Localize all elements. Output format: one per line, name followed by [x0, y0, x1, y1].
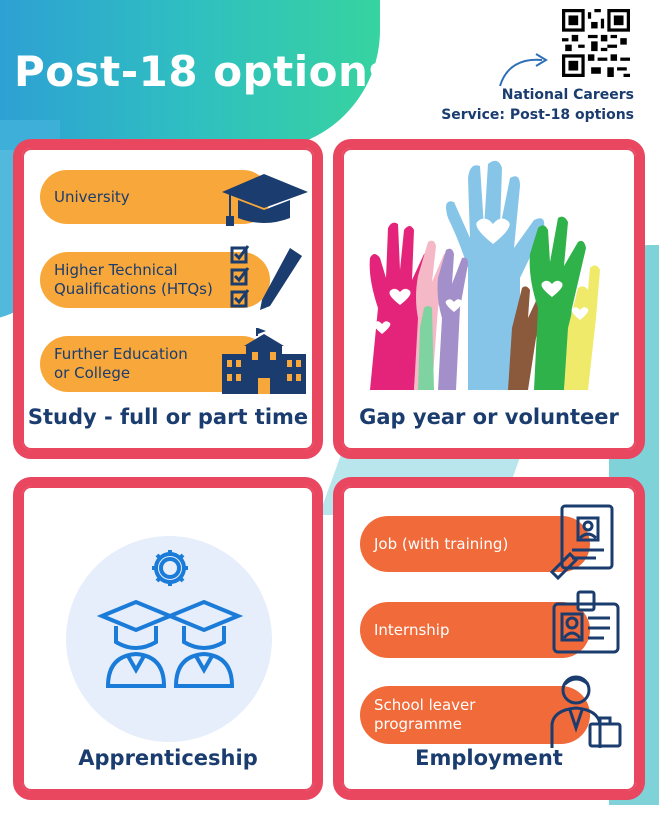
qr-caption-line1: National Careers: [501, 87, 634, 103]
study-card-title: Study - full or part time: [27, 405, 309, 429]
raised-hands-icon: [358, 158, 626, 390]
internship-label: Internship: [374, 620, 450, 639]
apprenticeship-card-title: Apprenticeship: [78, 746, 258, 770]
id-badge-icon: [550, 590, 622, 662]
cv-document-icon: [548, 502, 620, 580]
worker-briefcase-icon: [548, 672, 624, 750]
qr-caption-line2: Service: Post-18 options: [441, 107, 634, 123]
job-training-label: Job (with training): [374, 534, 509, 553]
gap-year-card: [333, 139, 645, 459]
study-card: [13, 139, 323, 459]
htq-label-line1: Higher Technical: [54, 261, 178, 279]
apprenticeship-card: [13, 477, 323, 800]
graduates-icon: [92, 546, 248, 696]
university-label: University: [54, 187, 130, 206]
graduation-cap-icon: [212, 164, 312, 232]
college-building-icon: [218, 324, 310, 398]
school-leaver-line1: School leaver: [374, 696, 476, 714]
checklist-pencil-icon: [228, 244, 308, 314]
qr-caption[interactable]: [430, 85, 634, 125]
employment-card: [333, 477, 645, 800]
arrow-icon: [492, 48, 552, 90]
further-education-line1: Further Education: [54, 345, 188, 363]
school-leaver-line2: programme: [374, 715, 462, 733]
further-education-line2: or College: [54, 364, 131, 382]
htq-label-line2: Qualifications (HTQs): [54, 280, 213, 298]
gap-year-card-title: Gap year or volunteer: [359, 405, 619, 429]
qr-code-icon[interactable]: [562, 9, 630, 77]
employment-card-title: Employment: [415, 746, 563, 770]
page-title: Post-18 options: [14, 47, 394, 96]
